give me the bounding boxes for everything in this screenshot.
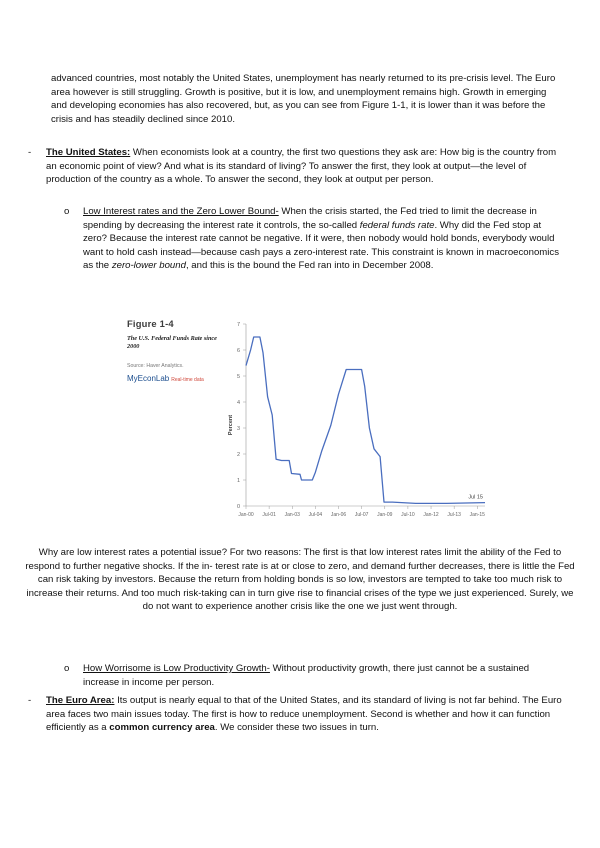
figure-label: Figure 1-4 (127, 318, 174, 329)
y-tick-label: 5 (236, 374, 240, 380)
x-tick-label: Jul-04 (308, 512, 323, 518)
x-tick-label: Jan-09 (377, 512, 393, 518)
y-tick-label: 3 (236, 426, 240, 432)
y-tick-label: 4 (236, 400, 240, 406)
x-tick-label: Jan-15 (469, 512, 485, 518)
zero-lower-bound-term: zero-lower bound (111, 260, 186, 272)
real-time-data-tag: Real-time data (171, 377, 204, 383)
x-tick-label: Jul-07 (354, 512, 369, 518)
dash-marker: - (28, 695, 32, 706)
us-bullet (28, 146, 568, 187)
zlb-subbullet: o Low Interest rates and the Zero Lower Bound- When the crisis started, the Fed tried to limit the decrease in spending by decreasing the interest rate it controls, the so-called federal funds rate. Why did the Fed stop at zero? Because the interest rate cannot be negative. If it were, then nobody would hold bonds, everybody would want to hold cash instead—because cash pays a zero-interest rate. This constraint is known in macroeconomics as the zero-lower bound, and this is the bound the Fed ran into in December 2008. (64, 206, 560, 272)
federal-funds-rate-term: federal funds rate (359, 219, 435, 231)
figure-source: Source: Haver Analytics. (127, 363, 184, 369)
euro-bullet: - The Euro Area: Its output is nearly equal to that of the United States, and its standard of living is not far behind. The Euro area faces two main issues today. The first is how to reduce unemployment. Second is whether and how it can function efficiently as a common currency area. We consider these two issues in turn. (28, 695, 562, 734)
x-tick-label: Jan-12 (423, 512, 439, 518)
us-text: When economists look at a country, the first two questions they ask are: How big is the country from an economic point of view? And what is its standard of living? To answer the first, they look at output—the level of production of the country as a whole. To answer the second, they look at output per person. (46, 147, 557, 186)
circle-bullet-marker: o (64, 663, 70, 674)
x-tick-label: Jan-06 (330, 512, 347, 518)
us-heading: The United States: (46, 147, 131, 158)
x-tick-label: Jul-10 (401, 512, 415, 518)
why-paragraph: Why are low interest rates a potential issue? For two reasons: The first is that low interest rates limit the ability of the Fed to respond to further negative shocks. If the in- terest rate is at or close to zero, and demand further decreases, there is little the Fed can risk taking by investors. Because the return from holding bonds is so low, investors are tempted to take too much risk to increase their returns. And too much risk-taking can in turn give rise to financial crises of the type we just experienced. Surely, we do not want to experience another crisis like the one we just went through. (25, 547, 575, 613)
y-axis-title: Percent (228, 414, 234, 436)
euro-heading: The Euro Area: (46, 695, 115, 706)
y-tick-label: 2 (236, 452, 240, 458)
y-tick-label: 6 (236, 348, 240, 354)
myeconlab-logo: MyEconLab Real-time data (127, 374, 204, 383)
y-tick-label: 0 (236, 504, 240, 510)
x-tick-label: Jul-01 (262, 512, 276, 518)
fed-funds-rate-line (246, 337, 485, 503)
figure-subtitle: The U.S. Federal Funds Rate since 2000 (127, 335, 217, 351)
common-currency-area-term: common currency area (109, 722, 215, 734)
productivity-subbullet (64, 662, 534, 689)
figure-1-4 (120, 315, 490, 525)
y-tick-label: 1 (236, 478, 240, 484)
circle-bullet-marker: o (64, 206, 70, 217)
productivity-heading: How Worrisome is Low Productivity Growth- (83, 663, 270, 674)
productivity-text: Without productivity growth, there just cannot be a sustained increase in income per person. (83, 663, 530, 688)
intro-paragraph: advanced countries, most notably the United States, unemployment has nearly returned to its pre-crisis level. The Euro area however is still struggling. Growth is positive, but it is low, and unemployment remains high. Growth in emerging and developing economies has also recovered, but, as you can see from Figure 1-1, it is lower than it was before the crisis and has steadily declined since 2010. (51, 73, 556, 125)
x-tick-label: Jul-13 (447, 512, 461, 518)
x-tick-label: Jan-03 (284, 512, 300, 518)
fed-funds-chart (120, 315, 490, 525)
end-date-label: Jul 15 (468, 494, 483, 501)
y-tick-label: 7 (236, 322, 240, 328)
zlb-heading: Low Interest rates and the Zero Lower Bound- (83, 206, 279, 217)
dash-marker: - (28, 147, 32, 158)
x-tick-label: Jan-00 (238, 512, 254, 518)
